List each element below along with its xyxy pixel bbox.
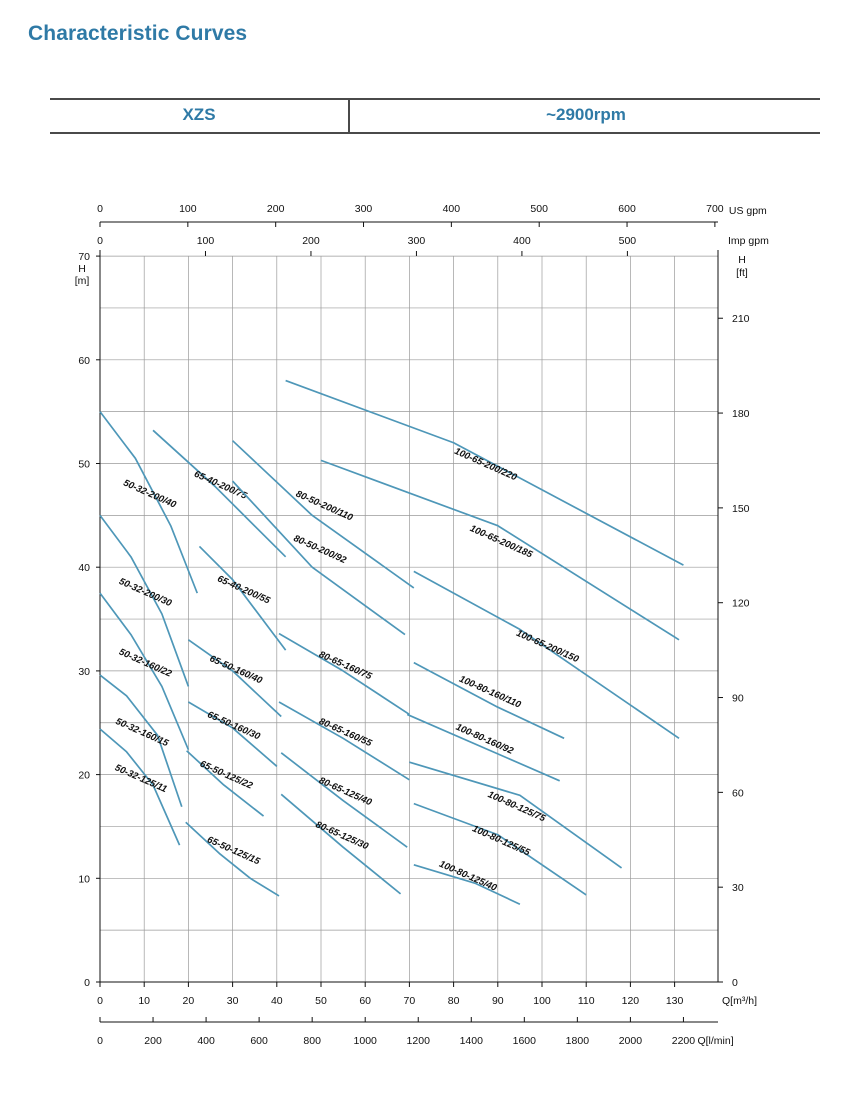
curve-label: 50-32-125/11 [113, 762, 169, 796]
x-tick-label-main: 40 [270, 995, 283, 1007]
y-tick-label-left: 0 [84, 977, 90, 989]
x-tick-label-usgpm: 500 [530, 203, 548, 215]
y-axis-right-unit: [ft] [736, 267, 748, 279]
x-tick-label-usgpm: 600 [618, 203, 636, 215]
y-tick-label-left: 40 [78, 562, 90, 575]
curve-label: 80-65-160/55 [317, 716, 374, 750]
x-tick-label-lmin: 1400 [459, 1035, 483, 1047]
y-tick-label-right: 180 [732, 408, 750, 421]
y-tick-label-right: 150 [732, 502, 750, 515]
y-axis-left-unit: [m] [74, 275, 90, 287]
y-tick-label-right: 60 [732, 787, 744, 800]
curve-label: 80-65-125/30 [313, 819, 370, 853]
x-tick-label-usgpm: 300 [354, 203, 373, 215]
y-tick-label-right: 120 [732, 597, 750, 610]
x-tick-label-impgpm: 100 [196, 235, 215, 247]
performance-curves [100, 381, 683, 905]
x-tick-label-main: 80 [447, 995, 460, 1007]
y-tick-label-right: 90 [732, 692, 744, 705]
x-tick-label-usgpm: 0 [97, 203, 103, 215]
x-tick-label-main: 0 [97, 995, 103, 1007]
performance-curve [199, 546, 285, 650]
y-axis-left-label: H [78, 263, 86, 275]
x-tick-label-lmin: 1000 [353, 1035, 377, 1047]
x-tick-label-main: 10 [138, 995, 151, 1007]
x-tick-label-lmin: 200 [144, 1035, 162, 1047]
y-axis-right-label: H [738, 254, 746, 266]
performance-curve [188, 640, 281, 717]
curve-label: 65-50-125/22 [198, 758, 255, 792]
rated-speed: ~2900rpm [348, 100, 822, 132]
x-axis-impgpm-label: Imp gpm [728, 235, 769, 247]
curve-label: 65-50-160/40 [207, 653, 264, 687]
curve-label: 50-32-200/30 [117, 576, 174, 610]
x-tick-label-lmin: 1800 [565, 1035, 590, 1047]
x-tick-label-main: 110 [577, 995, 595, 1007]
curve-label: 100-80-125/40 [437, 858, 499, 894]
y-tick-label-left: 70 [78, 251, 90, 264]
x-axis-usgpm-label: US gpm [728, 205, 767, 217]
performance-curve [407, 714, 559, 780]
curve-label: 50-32-160/22 [117, 646, 174, 680]
x-tick-label-lmin: 400 [197, 1035, 215, 1047]
y-tick-label-left: 20 [78, 769, 90, 782]
curve-label: 100-65-200/220 [452, 445, 519, 484]
x-tick-label-main: 60 [359, 995, 372, 1007]
x-tick-label-main: 100 [533, 995, 551, 1007]
x-axis-lmin-label: Q[l/min] [697, 1035, 734, 1047]
curve-label: 80-65-160/75 [317, 649, 374, 683]
x-tick-label-main: 90 [491, 995, 504, 1007]
page-title: Characteristic Curves [28, 22, 248, 45]
x-tick-label-impgpm: 500 [618, 235, 637, 247]
curve-label: 100-65-200/185 [468, 523, 534, 561]
curve-label: 65-40-200/75 [192, 468, 249, 502]
y-tick-label-right: 30 [732, 882, 744, 895]
x-tick-label-impgpm: 0 [97, 235, 103, 247]
curve-label: 80-65-125/40 [317, 775, 374, 809]
x-tick-label-lmin: 2000 [618, 1035, 643, 1047]
x-tick-label-lmin: 1200 [406, 1035, 430, 1047]
x-tick-label-main: 30 [226, 995, 239, 1007]
x-tick-label-impgpm: 200 [302, 235, 320, 247]
curve-label: 100-80-160/110 [457, 673, 523, 711]
y-tick-label-left: 30 [78, 665, 90, 678]
y-tick-label-left: 60 [78, 354, 90, 367]
y-tick-label-right: 210 [732, 313, 750, 326]
x-tick-label-usgpm: 200 [266, 203, 285, 215]
performance-curve [153, 430, 286, 557]
x-tick-label-lmin: 0 [97, 1035, 103, 1047]
curve-label: 80-50-200/110 [294, 488, 355, 524]
grid-lines [100, 256, 718, 982]
x-tick-label-impgpm: 300 [407, 235, 426, 247]
x-tick-label-main: 130 [665, 995, 684, 1007]
curve-label: 50-32-200/40 [121, 477, 178, 511]
x-tick-label-main: 120 [621, 995, 640, 1007]
performance-curve [281, 794, 400, 894]
curve-label: 65-50-125/15 [205, 834, 262, 868]
x-tick-label-lmin: 600 [250, 1035, 268, 1047]
x-tick-label-usgpm: 700 [706, 203, 724, 215]
performance-curve [233, 441, 414, 588]
x-tick-label-impgpm: 400 [513, 235, 531, 247]
curve-label: 50-32-160/15 [113, 716, 170, 750]
x-tick-label-main: 50 [315, 995, 327, 1007]
model-name: XZS [182, 105, 216, 124]
x-tick-label-usgpm: 400 [442, 203, 461, 215]
curve-label: 65-50-160/30 [205, 709, 262, 743]
curve-label: 80-50-200/92 [291, 533, 348, 567]
y-tick-label-right: 0 [732, 977, 738, 989]
x-tick-label-lmin: 2200 [671, 1035, 696, 1047]
curve-label: 100-80-125/75 [486, 789, 547, 825]
performance-curve [414, 804, 586, 895]
y-tick-label-left: 50 [78, 458, 90, 471]
curve-label: 100-65-200/150 [514, 627, 581, 666]
curve-label: 65-40-200/55 [215, 573, 272, 607]
x-tick-label-main: 70 [403, 995, 416, 1007]
y-tick-label-left: 10 [78, 873, 90, 886]
x-tick-label-main: 20 [182, 995, 195, 1007]
curve-label: 100-80-125/55 [470, 823, 532, 859]
x-tick-label-lmin: 800 [303, 1035, 321, 1047]
curve-label: 100-80-160/92 [453, 721, 515, 757]
x-axis-main-label: Q[m³/h] [722, 995, 758, 1007]
performance-curve [279, 634, 409, 715]
x-tick-label-usgpm: 100 [179, 203, 197, 215]
performance-curve [100, 412, 197, 593]
x-tick-label-lmin: 1600 [512, 1035, 536, 1047]
performance-curve [100, 675, 182, 807]
performance-curve [279, 702, 409, 780]
